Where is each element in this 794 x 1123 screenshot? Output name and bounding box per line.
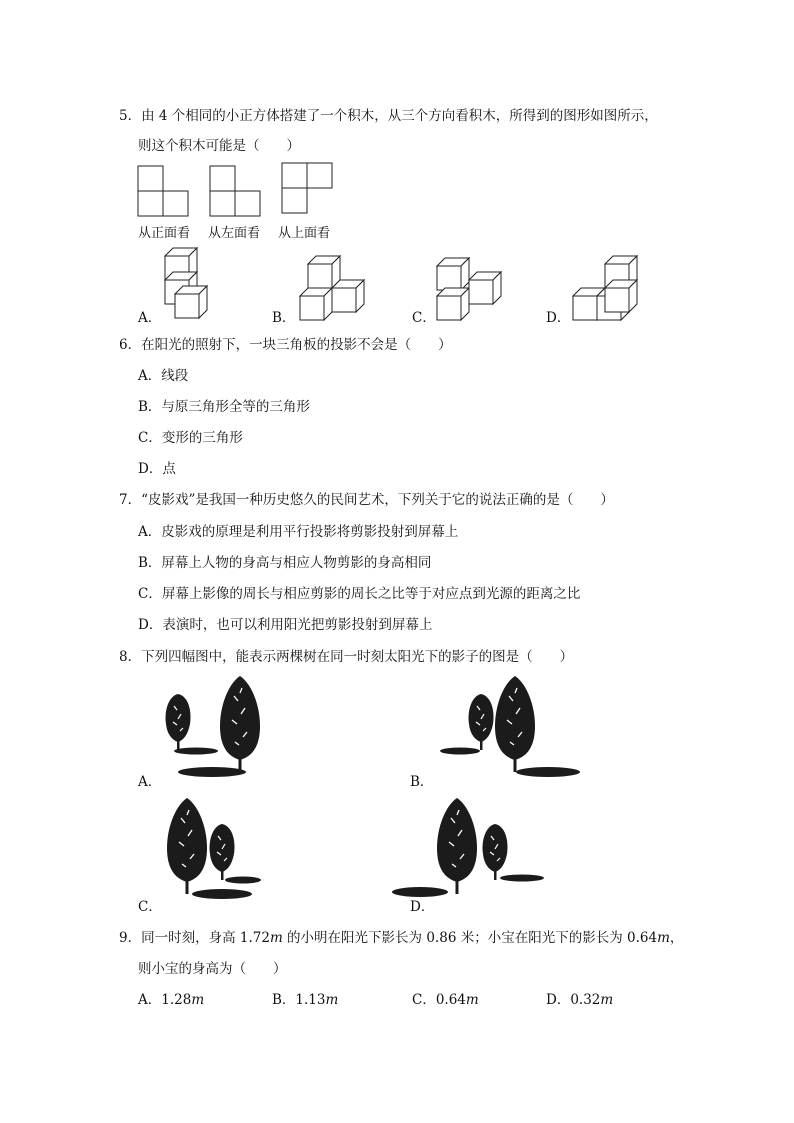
q8-stem: 8．下列四幅图中，能表示两棵树在同一时刻太阳光下的影子的图是（ ） (119, 649, 574, 665)
q9-option-a: A．1.28m (138, 992, 205, 1008)
view-label-front: 从正面看 (138, 226, 191, 241)
q8-option-c: C． (138, 899, 162, 915)
q7-stem: 7．“皮影戏”是我国一种历史悠久的民间艺术，下列关于它的说法正确的是（ ） (119, 492, 614, 508)
q8-option-d: D． (410, 899, 435, 915)
view-label-left: 从左面看 (208, 226, 261, 241)
q7-option-a: A．皮影戏的原理是利用平行投影将剪影投射到屏幕上 (138, 524, 459, 540)
q9-option-c: C．0.64m (412, 992, 479, 1008)
q8-option-b: B． (410, 774, 434, 790)
q9-stem-line2: 则小宝的身高为（ ） (138, 961, 287, 977)
q6-option-d: D．点 (138, 461, 176, 477)
q5-option-b: B． (272, 310, 296, 326)
view-label-top: 从上面看 (278, 226, 331, 241)
option-b-trees (440, 676, 580, 777)
option-d-trees (392, 798, 544, 897)
q6-option-b: B．与原三角形全等的三角形 (138, 399, 310, 415)
q5-option-a: A． (138, 310, 162, 326)
q9-option-b: B．1.13m (272, 992, 339, 1008)
q7-option-b: B．屏幕上人物的身高与相应人物剪影的身高相同 (138, 555, 432, 571)
q6-stem: 6．在阳光的照射下，一块三角板的投影不会是（ ） (119, 337, 452, 353)
q9-stem-line1: 9．同一时刻，身高 1.72m 的小明在阳光下影长为 0.86 米；小宝在阳光下的影长为 0.64m， (119, 930, 684, 946)
q5-option-d: D． (546, 310, 571, 326)
option-a-trees (166, 676, 260, 777)
q6-option-c: C．变形的三角形 (138, 430, 243, 446)
q8-option-a: A． (138, 774, 162, 790)
q6-option-a: A．线段 (138, 368, 189, 384)
q7-option-c: C．屏幕上影像的周长与相应剪影的周长之比等于对应点到光源的距离之比 (138, 586, 581, 602)
option-c-trees (167, 798, 261, 899)
q9-option-d: D．0.32m (546, 992, 614, 1008)
q5-option-c: C． (412, 310, 436, 326)
q5-stem-line2: 则这个积木可能是（ ） (138, 138, 300, 154)
q7-option-d: D．表演时，也可以利用阳光把剪影投射到屏幕上 (138, 617, 433, 633)
q5-stem-line1: 5．由 4 个相同的小正方体搭建了一个积木，从三个方向看积木，所得到的图形如图所示， (119, 108, 658, 124)
